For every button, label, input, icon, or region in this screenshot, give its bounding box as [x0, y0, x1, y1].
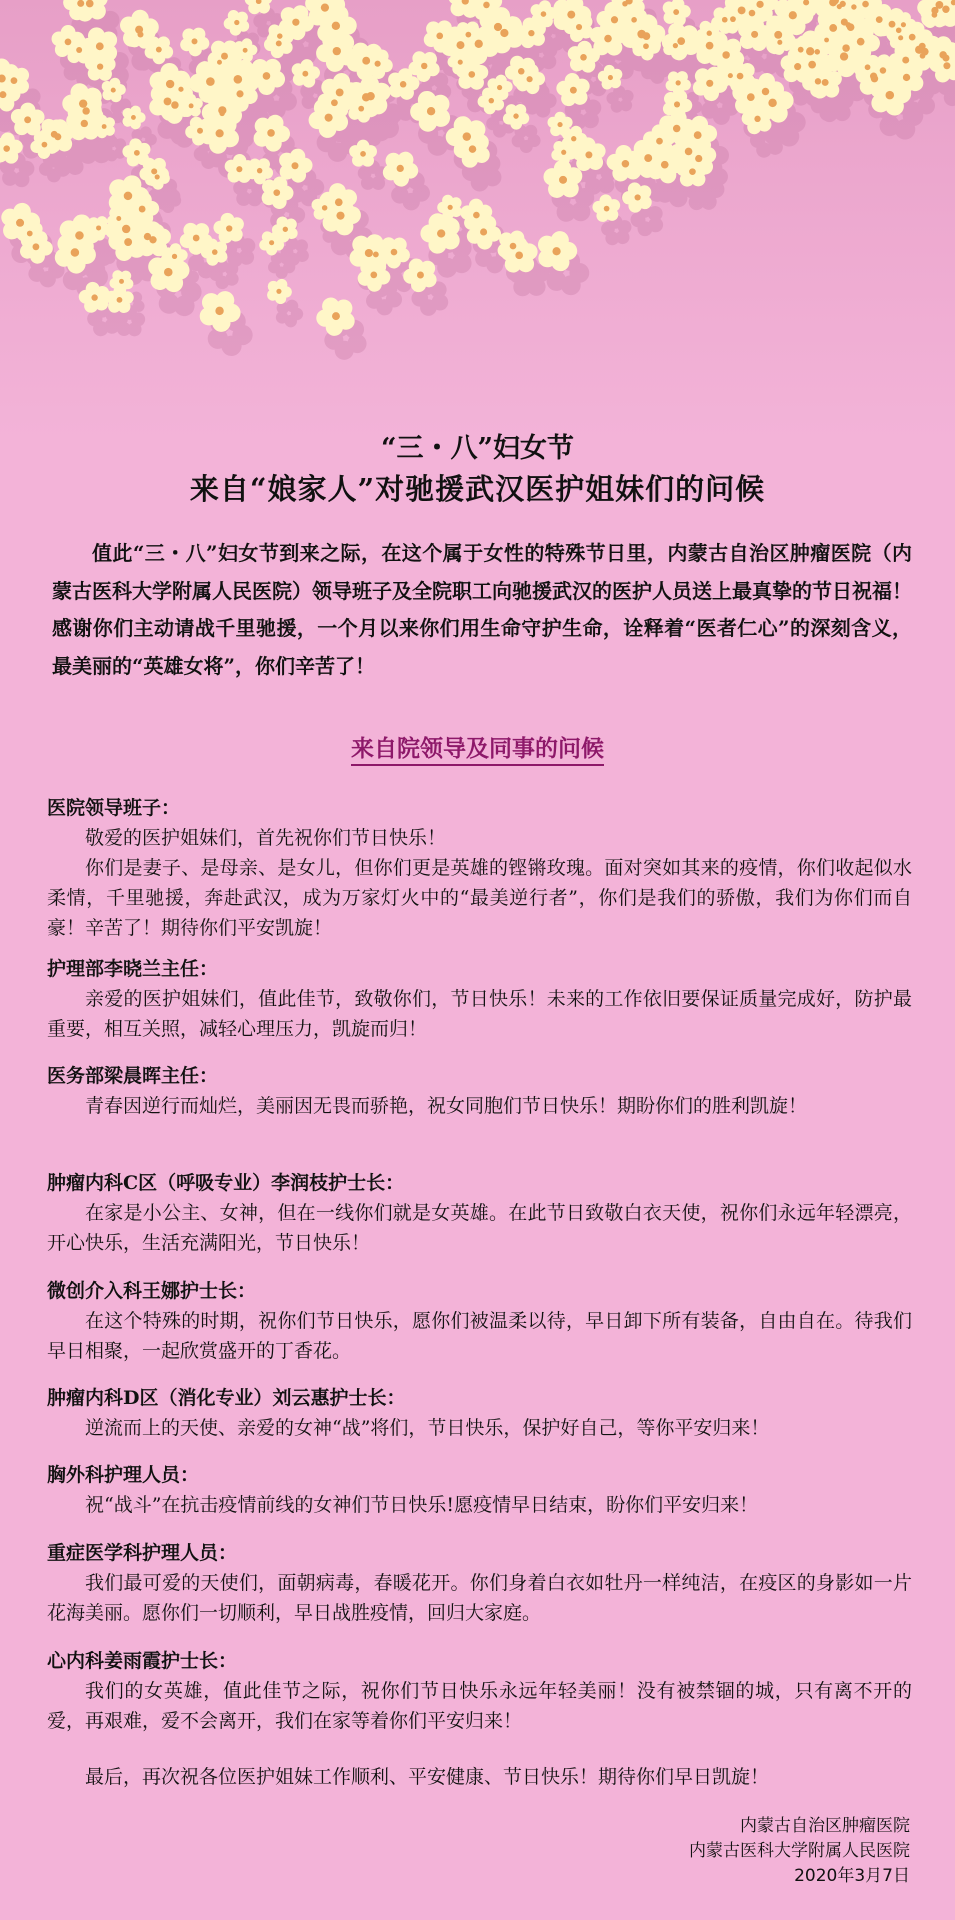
- blossom-center: [217, 60, 222, 65]
- blossom-center: [656, 138, 663, 145]
- greeting-leadership: [47, 793, 912, 943]
- blossom-center: [604, 206, 610, 212]
- blossom-center: [857, 38, 865, 46]
- blossom-center: [417, 272, 424, 279]
- blossom-center: [789, 11, 797, 19]
- blossom-center: [706, 42, 714, 50]
- greeting-cardiology: [47, 1646, 912, 1736]
- blossom-center: [631, 17, 637, 23]
- blossom-center: [541, 11, 547, 17]
- greeting-text: 逆流而上的天使、亲爱的女神“战”将们，节日快乐，保护好自己，等你平安归来！: [85, 1417, 770, 1439]
- blossom-center: [91, 294, 97, 300]
- greeting-interventional: [47, 1276, 912, 1366]
- blossom-center: [689, 168, 696, 175]
- blossom-center: [135, 26, 143, 34]
- blossom-center: [475, 40, 483, 48]
- greeting-medical-director: [47, 1061, 912, 1121]
- blossom-center: [155, 174, 160, 179]
- blossom-center: [215, 307, 223, 315]
- blossom-center: [400, 81, 407, 88]
- blossom-center: [437, 229, 445, 237]
- greeting-oncology-c: [47, 1168, 912, 1258]
- blossom-center: [292, 19, 299, 26]
- blossom-center: [777, 40, 782, 45]
- blossom-center: [815, 78, 821, 84]
- blossom-center: [336, 212, 344, 220]
- blossom-center: [898, 35, 903, 40]
- blossom-center: [706, 80, 713, 87]
- blossom-center: [500, 29, 508, 37]
- greeting-text: 我们最可爱的天使们，面朝病毒，春暖花开。你们身着白衣如牡丹一样纯洁，在疫区的身影如一片花海美丽。愿你们一切顺利，早日战胜疫情，回归大家庭。: [47, 1572, 912, 1624]
- greeting-text: 在这个特殊的时期，祝你们节日快乐，愿你们被温柔以待，早日卸下所有装备，自由自在。待我们早日相聚，一起欣赏盛开的丁香花。: [47, 1310, 912, 1362]
- blossom-center: [332, 312, 340, 320]
- blossom-center: [920, 53, 926, 59]
- blossom-center: [469, 145, 477, 153]
- blossom-center: [886, 91, 895, 100]
- blossom-center: [216, 129, 224, 137]
- blossom-center: [871, 75, 878, 82]
- blossom-center: [751, 31, 758, 38]
- blossom-center: [694, 131, 702, 139]
- blossom-center: [738, 6, 746, 14]
- signature-date: 2020年3月7日: [794, 1866, 910, 1886]
- blossom-center: [76, 47, 82, 53]
- blossom-center: [756, 1, 763, 8]
- blossom-center: [798, 47, 804, 53]
- blossom-center: [762, 88, 769, 95]
- blossom-center: [375, 61, 381, 67]
- signature-org-1: 内蒙古自治区肿瘤医院: [740, 1816, 910, 1836]
- blossom-center: [643, 43, 649, 49]
- blossom-center: [494, 23, 502, 31]
- blossom-center: [197, 128, 203, 134]
- blossom-center: [116, 216, 121, 221]
- blossom-center: [604, 35, 612, 43]
- blossom-center: [749, 10, 756, 17]
- blossom-center: [611, 16, 618, 23]
- blossom-center: [365, 249, 373, 257]
- blossom-center: [737, 73, 744, 80]
- blossom-center: [644, 154, 652, 162]
- blossom-center: [151, 168, 157, 174]
- blossom-center: [267, 129, 275, 137]
- intro-paragraph: 值此“三・八”妇女节到来之际，在这个属于女性的特殊节日里，内蒙古自治区肿瘤医院（内蒙古医科大学附属人民医院）领导班子及全院职工向驰援武汉的医护人员送上最真挚的节日祝福！感谢你们主动请战千里驰援，一个月以来你们用生命守护生命，诠释着“医者仁心”的深刻含义，最美丽的“英雄女将”，你们辛苦了！: [52, 541, 912, 678]
- greeting-author: 医务部梁晨晖主任：: [47, 1065, 219, 1087]
- blossom-center: [131, 115, 136, 120]
- greeting-text: 青春因逆行而灿烂，美丽因无畏而骄艳，祝女同胞们节日快乐！期盼你们的胜利凯旋！: [85, 1095, 808, 1117]
- blossom-center: [427, 107, 435, 115]
- blossom-center: [218, 106, 226, 114]
- blossom-center: [674, 101, 680, 107]
- blossom-center: [747, 93, 755, 101]
- blossom-center: [722, 51, 730, 59]
- blossom-center: [473, 212, 480, 219]
- blossom-center: [79, 99, 87, 107]
- blossom-center: [189, 103, 194, 108]
- blossom-center: [463, 132, 471, 140]
- blossom-center: [489, 98, 495, 104]
- greeting-icu: [47, 1538, 912, 1628]
- greeting-author: 胸外科护理人员：: [47, 1464, 200, 1486]
- blossom-center: [673, 43, 678, 48]
- greeting-author: 护理部李晓兰主任：: [47, 958, 219, 980]
- blossom-center: [842, 44, 849, 51]
- blossom-center: [119, 279, 124, 284]
- blossom-center: [851, 4, 856, 9]
- blossom-center: [75, 231, 84, 240]
- blossom-center: [552, 247, 560, 255]
- blossom-center: [847, 23, 855, 31]
- blossom-center: [122, 225, 130, 233]
- blossom-center: [728, 73, 733, 78]
- greeting-text: 敬爱的医护姐妹们，首先祝你们节日快乐！: [85, 827, 447, 849]
- blossom-center: [480, 228, 487, 235]
- blossom-center: [794, 63, 801, 70]
- blossom-center: [829, 24, 837, 32]
- blossom-center: [889, 21, 896, 28]
- blossom-center: [876, 16, 883, 23]
- blossom-center: [358, 106, 364, 112]
- blossom-center: [915, 46, 923, 54]
- greeting-author: 心内科姜雨霞护士长：: [47, 1650, 238, 1672]
- blossom-center: [51, 131, 58, 138]
- blossom-center: [333, 47, 341, 55]
- blossom-center: [822, 79, 829, 86]
- title-line-1: “三・八”妇女节: [380, 433, 575, 464]
- blossom-center: [768, 99, 776, 107]
- blossom-center: [837, 4, 842, 9]
- blossom-center: [325, 114, 333, 122]
- blossom-center: [580, 54, 587, 61]
- blossom-center: [436, 32, 443, 39]
- greeting-thoracic: [47, 1460, 912, 1520]
- blossom-center: [139, 206, 146, 213]
- blossom-center: [172, 254, 177, 259]
- signature-org-2: 内蒙古医科大学附属人民医院: [689, 1841, 910, 1861]
- blossom-center: [635, 194, 641, 200]
- blossom-center: [273, 189, 280, 196]
- blossom-center: [676, 80, 681, 85]
- blossom-center: [178, 87, 183, 92]
- blossom-center: [321, 4, 329, 12]
- blossom-center: [269, 240, 274, 245]
- blossom-center: [576, 24, 582, 30]
- title-line-2: 来自“娘家人”对驰援武汉医护姐妹们的问候: [189, 472, 766, 506]
- blossom-center: [24, 116, 31, 123]
- blossom-center: [236, 90, 243, 97]
- blossom-center: [221, 53, 228, 60]
- blossom-center: [111, 88, 116, 93]
- greeting-author: 肿瘤内科C区（呼吸专业）李润枝护士长：: [47, 1172, 405, 1194]
- greeting-oncology-d: [47, 1383, 912, 1443]
- blossom-center: [559, 176, 567, 184]
- blossom-center: [166, 80, 174, 88]
- blossom-center: [468, 71, 475, 78]
- blossom-center: [370, 272, 377, 279]
- blossom-center: [880, 67, 886, 73]
- blossom-center: [96, 42, 104, 50]
- blossom-center: [33, 243, 40, 250]
- greeting-text: 我们的女英雄，值此佳节之际，祝你们节日快乐永远年轻美丽！没有被禁锢的城，只有离不开的爱，再艰难，爱不会离开，我们在家等着你们平安归来！: [47, 1680, 912, 1732]
- blossom-center: [192, 38, 198, 44]
- blossom-center: [677, 37, 685, 45]
- blossom-center: [661, 161, 669, 169]
- blossom-center: [570, 87, 577, 94]
- greeting-author: 医院领导班子：: [47, 797, 181, 819]
- blossom-center: [608, 75, 613, 80]
- blossom-center: [557, 122, 562, 127]
- blossom-center: [685, 148, 693, 156]
- blossom-center: [206, 77, 215, 86]
- blossom-center: [707, 31, 712, 36]
- blossom-center: [276, 40, 282, 46]
- blossom-center: [156, 47, 162, 53]
- blossom-center: [276, 289, 281, 294]
- blossom-center: [935, 1, 943, 9]
- blossom-center: [117, 297, 123, 303]
- blossom-center: [171, 101, 179, 109]
- greeting-text: 在家是小公主、女神，但在一线你们就是女英雄。在此节日致敬白衣天使，祝你们永远年轻漂亮，开心快乐，生活充满阳光，节日快乐！: [47, 1202, 912, 1254]
- blossom-center: [332, 22, 340, 30]
- signature: [689, 1814, 910, 1889]
- blossom-center: [806, 47, 814, 55]
- greeting-text: 祝“战斗”在抗击疫情前线的女神们节日快乐!愿疫情早日结束，盼你们平安归来！: [85, 1494, 759, 1516]
- blossom-center: [65, 39, 72, 46]
- blossom-center: [283, 227, 288, 232]
- blossom-center: [292, 162, 299, 169]
- blossom-center: [134, 150, 140, 156]
- blossom-center: [193, 235, 200, 242]
- blossom-center: [483, 2, 490, 9]
- blossom-center: [585, 151, 592, 158]
- blossom-center: [302, 71, 308, 77]
- blossom-center: [695, 155, 702, 162]
- blossom-center: [421, 63, 427, 69]
- blossom-center: [86, 0, 94, 7]
- blossom-center: [824, 38, 829, 43]
- greeting-author: 微创介入科王娜护士长：: [47, 1280, 257, 1302]
- blossom-center: [277, 33, 282, 38]
- blossom-center: [322, 205, 327, 210]
- blossom-center: [77, 0, 84, 7]
- greeting-text: 你们是妻子、是母亲、是女儿，但你们更是英雄的铿锵玫瑰。面对突如其来的疫情，你们收起似水柔情，千里驰援，奔赴武汉，成为万家灯火中的“最美逆行者”，你们是我们的骄傲，我们为你们而自豪！辛苦了！期待你们平安凯旋！: [47, 857, 912, 939]
- blossom-center: [336, 89, 344, 97]
- blossom-center: [124, 192, 133, 201]
- blossom-center: [567, 11, 575, 19]
- blossom-center: [909, 34, 916, 41]
- blossom-center: [362, 57, 370, 65]
- blossom-center: [561, 150, 566, 155]
- blossom-center: [510, 243, 517, 250]
- blossom-center: [397, 165, 404, 172]
- blossom-center: [571, 136, 576, 141]
- blossom-center: [754, 116, 760, 122]
- blossom-center: [212, 249, 218, 255]
- blossom-center: [42, 142, 48, 148]
- blossom-center: [164, 98, 172, 106]
- blossom-center: [226, 225, 232, 231]
- section-heading: [0, 730, 955, 763]
- blossom-center: [164, 268, 173, 277]
- blossom-center: [814, 49, 820, 55]
- cherry-blossom-banner: [0, 0, 955, 440]
- blossom-center: [902, 57, 909, 64]
- blossom-center: [622, 160, 630, 168]
- blossom-center: [901, 22, 906, 27]
- blossom-center: [774, 31, 782, 39]
- blossom-center: [840, 52, 848, 60]
- blossom-center: [903, 74, 910, 81]
- blossom-center: [360, 151, 366, 157]
- blossom-center: [722, 17, 728, 23]
- blossom-center: [497, 85, 502, 90]
- blossom-center: [124, 238, 132, 246]
- blossom-center: [335, 198, 343, 206]
- blossom-center: [515, 252, 523, 260]
- blossom-center: [730, 16, 736, 22]
- blossom-center: [527, 76, 533, 82]
- blossom-center: [862, 1, 869, 8]
- blossom-center: [673, 125, 680, 132]
- blossom-center: [673, 9, 679, 15]
- blossom-center: [362, 93, 370, 101]
- blossom-center: [391, 249, 398, 256]
- blossom-center: [234, 20, 239, 25]
- blossom-center: [939, 51, 946, 58]
- blossom-center: [11, 77, 18, 84]
- blossom-center: [456, 41, 464, 49]
- closing-paragraph: 最后，再次祝各位医护姐妹工作顺利、平安健康、节日快乐！期待你们早日凯旋！: [85, 1766, 770, 1788]
- blossom-center: [236, 166, 242, 172]
- blossom-center: [263, 72, 271, 80]
- blossom-center: [896, 27, 902, 33]
- blossom-center: [865, 64, 871, 70]
- blossom-center: [102, 124, 107, 129]
- blossom-center: [943, 62, 950, 69]
- blossom-center: [243, 48, 248, 53]
- blossom-center: [81, 120, 88, 127]
- blossom-center: [3, 145, 9, 151]
- blossom-center: [942, 6, 949, 13]
- blossom-center: [458, 60, 463, 65]
- blossom-center: [234, 75, 243, 84]
- blossom-center: [373, 252, 379, 258]
- blossom-center: [149, 236, 156, 243]
- blossom-center: [528, 30, 534, 36]
- blossom-center: [27, 231, 33, 237]
- blossom-center: [513, 113, 518, 118]
- blossom-center: [808, 61, 816, 69]
- greeting-author: 重症医学科护理人员：: [47, 1542, 238, 1564]
- greeting-text: 亲爱的医护姐妹们，值此佳节，致敬你们，节日快乐！未来的工作依旧要保证质量完成好，防护最重要，相互关照，减轻心理压力，凯旋而归！: [47, 988, 912, 1040]
- greeting-author: 肿瘤内科D区（消化专业）刘云惠护士长：: [47, 1387, 406, 1409]
- blossom-center: [97, 63, 103, 69]
- blossom-center: [331, 99, 338, 106]
- section-heading-text: 来自院领导及同事的问候: [351, 735, 604, 766]
- blossom-center: [16, 219, 24, 227]
- blossom-center: [518, 68, 525, 75]
- blossom-center: [96, 225, 101, 230]
- greeting-nursing-director: [47, 954, 912, 1044]
- blossom-center: [448, 205, 453, 210]
- blossom-center: [643, 32, 651, 40]
- blossom-center: [71, 248, 79, 256]
- blossom-center: [82, 107, 89, 114]
- blossom-center: [465, 32, 471, 38]
- blossom-center: [257, 168, 262, 173]
